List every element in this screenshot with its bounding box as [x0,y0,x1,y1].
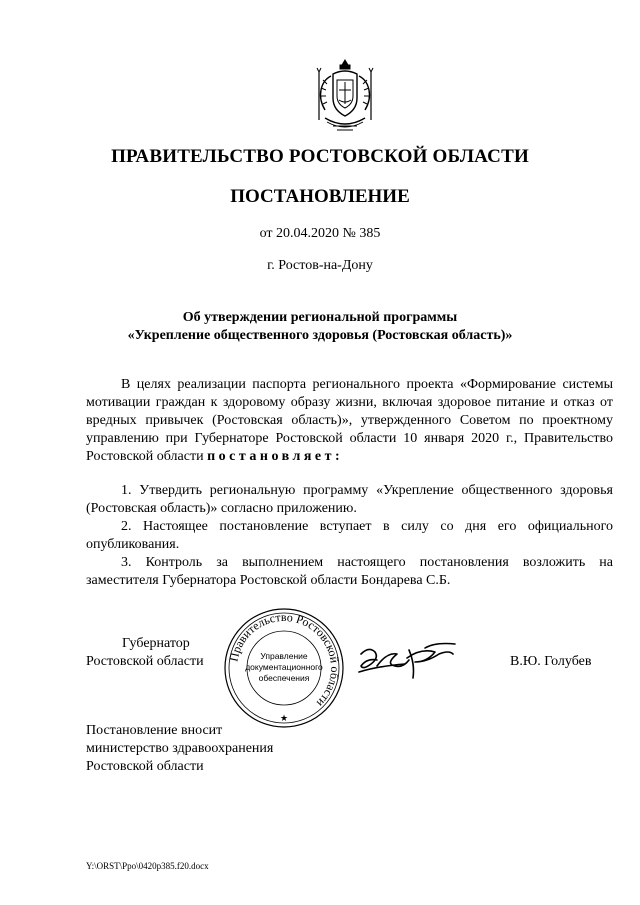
government-title: ПРАВИТЕЛЬСТВО РОСТОВСКОЙ ОБЛАСТИ [111,146,529,167]
subject-line-2: «Укрепление общественного здоровья (Ростовская область)» [127,328,513,343]
intro-paragraph [86,376,613,466]
submitted-by-line-3: Ростовской области [86,759,204,774]
official-stamp [222,606,346,730]
document-type: ПОСТАНОВЛЕНИЕ [230,186,410,207]
signatory-position-line-1: Губернатор [122,636,190,651]
resolution-item-1: 1. Утвердить региональную программу «Укрепление общественного здоровья (Ростовская область)» согласно приложению. [86,483,613,516]
stamp-inner-line-3: обеспечения [258,673,310,683]
signatory-position-line-2: Ростовской области [86,654,204,669]
resolution-item-2: 2. Настоящее постановление вступает в силу со дня его официального опубликования. [86,519,613,552]
date-number: от 20.04.2020 № 385 [259,226,381,241]
stamp-outer-text: Правительство Ростовской области [226,609,343,711]
handwritten-signature [355,636,465,684]
stamp-inner-line-2: документационного [245,662,323,672]
submitted-by-block [86,722,273,776]
resolves-keyword: постановляет: [207,449,344,464]
subject-line-1: Об утверждении региональной программы [182,310,458,325]
coat-of-arms-emblem [313,58,377,134]
signatory-name: В.Ю. Голубев [510,654,592,669]
stamp-star-icon: ★ [279,713,289,723]
submitted-by-line-1: Постановление вносит [86,723,223,738]
submitted-by-line-2: министерство здравоохранения [86,741,274,756]
file-path: Y:\ORST\Ppo\0420p385.f20.docx [86,861,209,871]
stamp-inner-line-1: Управление [260,651,308,661]
intro-text: В целях реализации паспорта регионального проекта «Формирование системы мотивации граждан к здоровому образу жизни, включая здоровое питание и отказ от вредных привычек (Ростовская область)», утвержденного Советом по проектному управлению при Губернаторе Ростовской области 10 января 2020 г., Правительство Ростовской области [86,377,613,464]
city: г. Ростов-на-Дону [267,258,373,273]
resolution-item-3: 3. Контроль за выполнением настоящего постановления возложить на заместителя Губернатора Ростовской области Бондарева С.Б. [86,555,613,588]
